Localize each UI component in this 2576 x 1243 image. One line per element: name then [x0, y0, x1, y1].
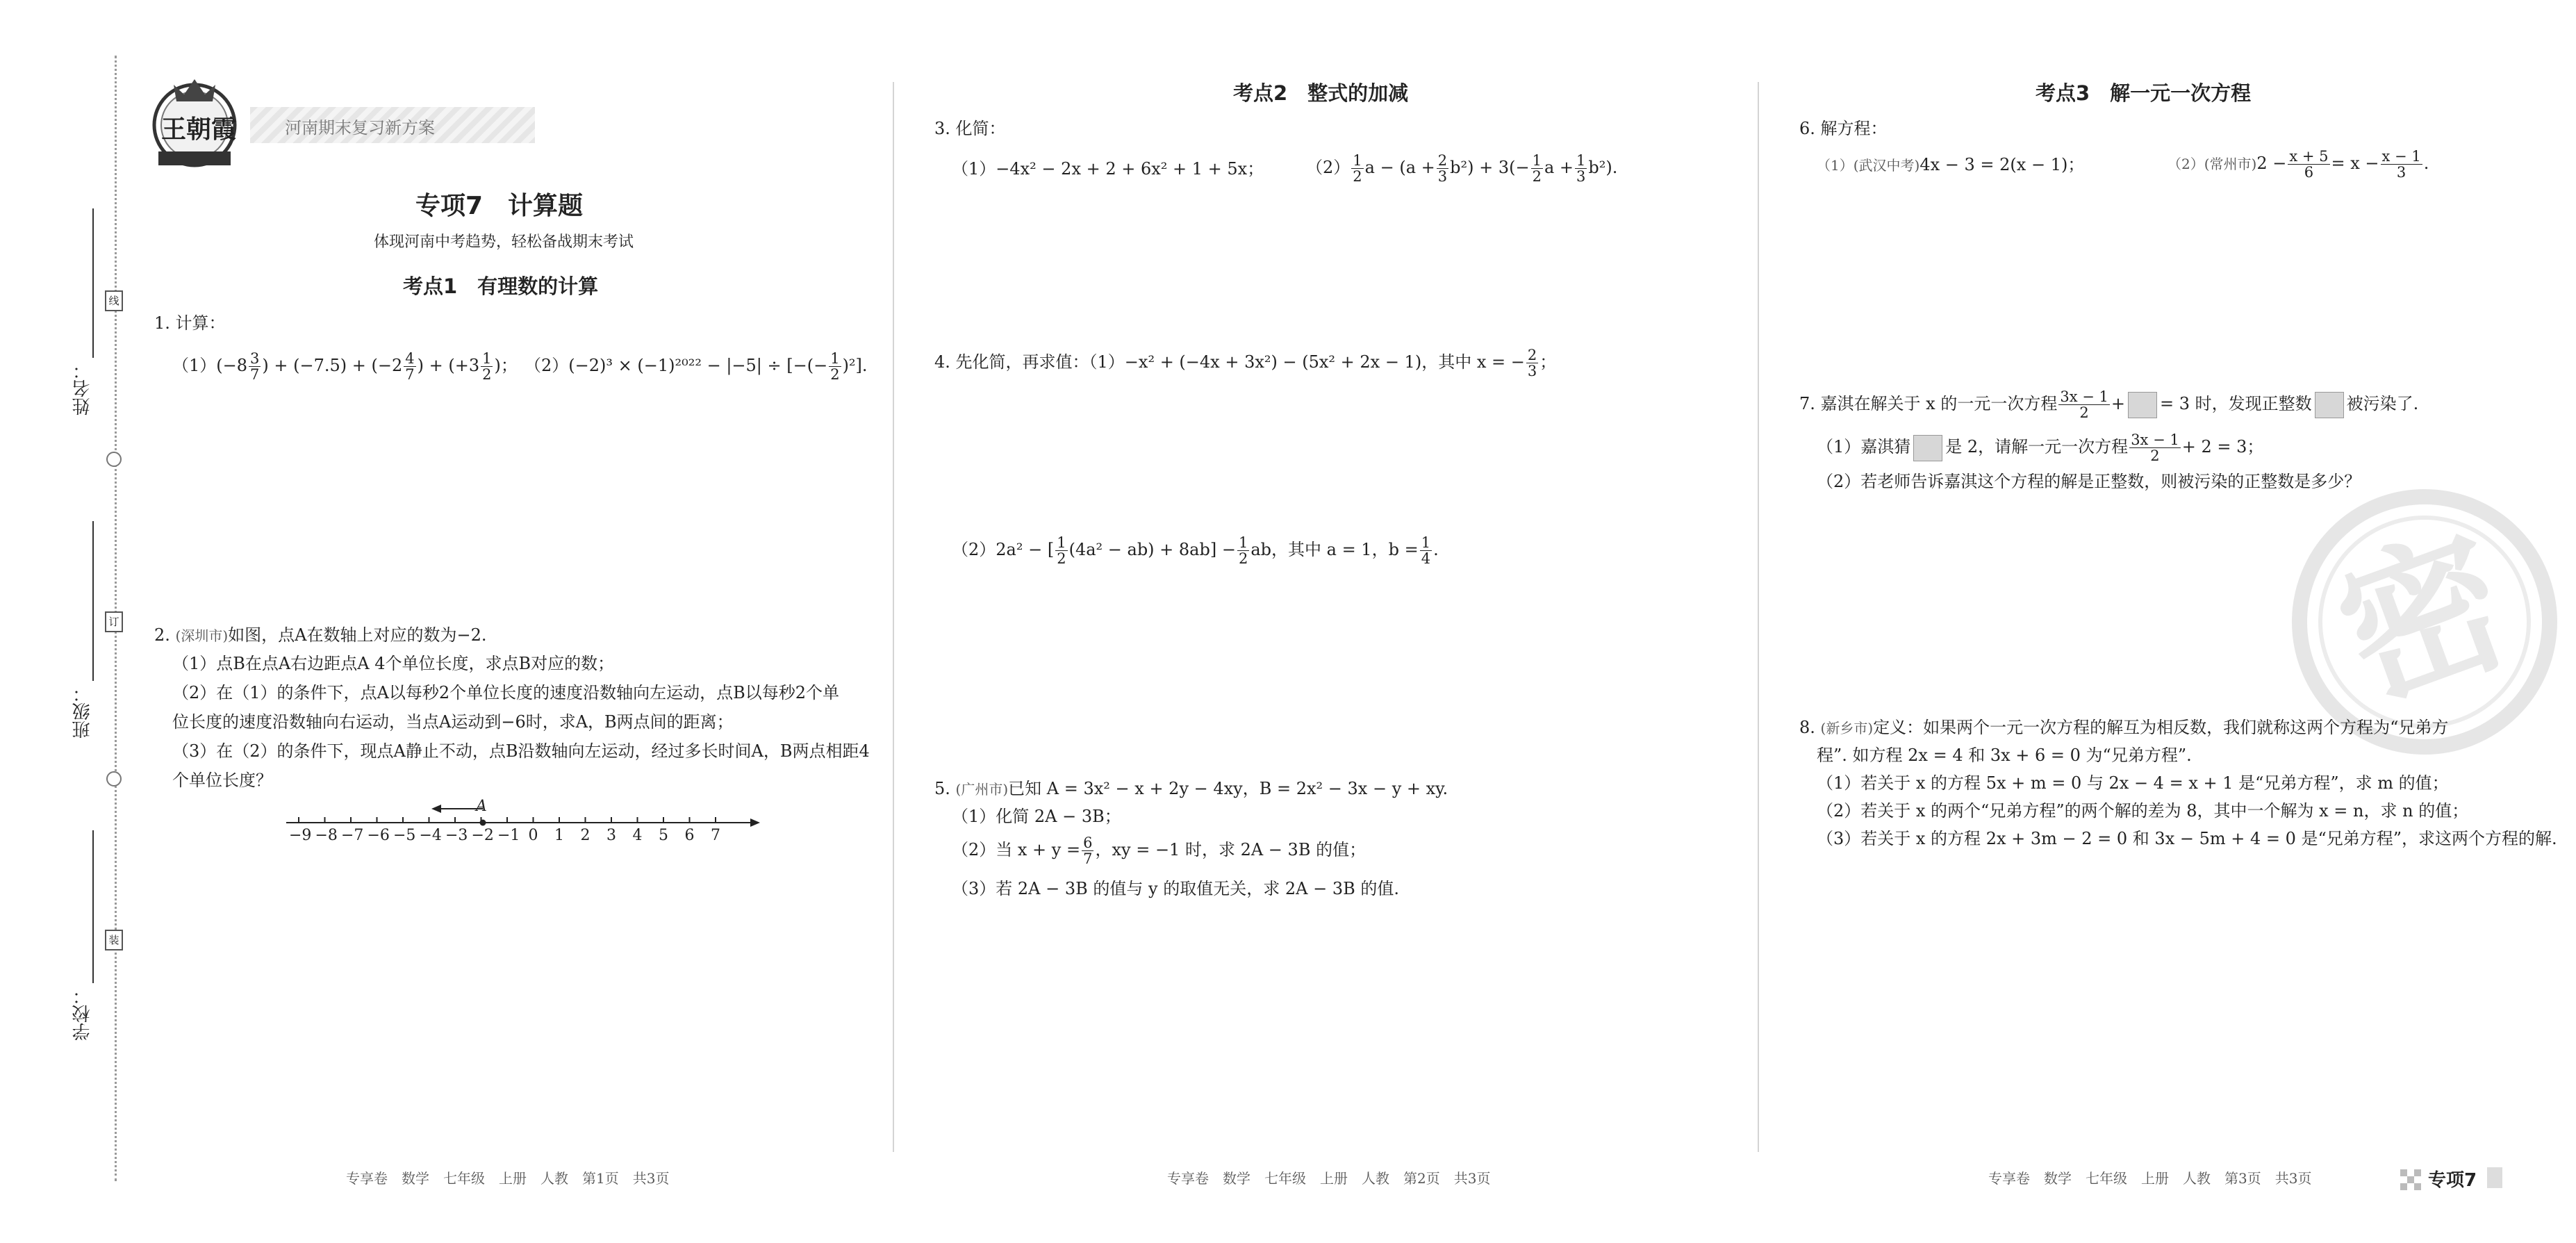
- q4-stem: 4. 先化简，再求值：（1）−x² + (−4x + 3x²) − (5x² + 2x − 1)，其中 x = − $\frac{2}{3}$ ；: [934, 347, 1557, 379]
- q2-line1: （1）点B在点A右边距点A 4个单位长度，求点B对应的数；: [172, 654, 615, 673]
- q7-line1: （1）嘉淇猜 是 2，请解一元一次方程 $\frac{3x - 1}{2}$ + 2 = 3；: [1817, 431, 2264, 464]
- q2-line3: 位长度的速度沿数轴向右运动，当点A运动到−6时，求A，B两点间的距离；: [172, 712, 734, 732]
- number-line-tick-label: 5: [659, 827, 668, 844]
- footer-tab-block: [2487, 1167, 2502, 1188]
- number-line-tick-label: 2: [580, 827, 591, 844]
- q8-line3: （3）若关于 x 的方程 2x + 3m − 2 = 0 和 3x − 5m + 4 = 0 是“兄弟方程”，求这两个方程的解.: [1817, 829, 2557, 848]
- column-divider: [1758, 82, 1759, 1152]
- svg-text:密: 密: [2317, 504, 2531, 734]
- page-subtitle: 体现河南中考趋势，轻松备战期末考试: [374, 233, 634, 251]
- smudged-number-box: [2315, 392, 2344, 418]
- q8-line0: 程”. 如方程 2x = 4 和 3x + 6 = 0 为“兄弟方程”.: [1817, 746, 2192, 765]
- q3-part2: （2） $\frac{1}{2}$ a − (a + $\frac{2}{3}$ b²) + 3(− $\frac{1}{2}$ a + $\frac{1}{3}$ b²).: [1306, 152, 1618, 185]
- logo-text: 王朝霞: [161, 115, 237, 144]
- number-line-tick-label: 6: [684, 827, 695, 844]
- binding-hole-icon: [106, 452, 122, 467]
- section-heading-2: 考点2 整式的加减: [1233, 81, 1409, 105]
- section-heading-3: 考点3 解一元一次方程: [2036, 81, 2252, 105]
- column-divider: [893, 82, 894, 1152]
- q2-stem: 2. (深圳市)如图，点A在数轴上对应的数为−2.: [154, 625, 487, 645]
- name-line: [92, 208, 94, 358]
- q1-stem: 1. 计算：: [154, 313, 226, 333]
- footer-tab: 专项7: [2428, 1170, 2477, 1191]
- q3-stem: 3. 化简：: [934, 119, 1006, 138]
- number-line-tick-label: −3: [445, 827, 468, 844]
- number-line-tick-label: −4: [419, 827, 442, 844]
- binding-mark-top: 线: [105, 290, 123, 311]
- binding-mark-mid: 订: [105, 611, 123, 632]
- q2-line2: （2）在（1）的条件下，点A以每秒2个单位长度的速度沿数轴向左运动，点B以每秒2个单: [172, 683, 840, 702]
- q8-line1: （1）若关于 x 的方程 5x + m = 0 与 2x − 4 = x + 1 是“兄弟方程”，求 m 的值；: [1817, 773, 2449, 793]
- number-line-tick-label: −6: [367, 827, 390, 844]
- footer-page-3: 专享卷 数学 七年级 上册 人教 第3页 共3页: [1988, 1170, 2312, 1187]
- number-line-tick-label: 0: [528, 827, 538, 844]
- number-line-point-label: A: [476, 798, 487, 815]
- number-line-tick-label: −7: [341, 827, 364, 844]
- banner-text: 河南期末复习新方案: [285, 118, 435, 138]
- q6-part1: （1）(武汉中考)4x − 3 = 2(x − 1)；: [1817, 155, 2085, 174]
- number-line-tick-label: −8: [315, 827, 338, 844]
- school-label: 学校：: [72, 987, 93, 1041]
- q5-line2: （2）当 x + y = $\frac{6}{7}$ ，xy = −1 时，求 2A − 3B 的值；: [952, 834, 1367, 867]
- q8-line2: （2）若关于 x 的两个“兄弟方程”的两个解的差为 8，其中一个解为 x = n，求 n 的值；: [1817, 801, 2469, 821]
- number-line-tick-label: 3: [606, 827, 616, 844]
- number-line-figure: [278, 792, 764, 855]
- checker-corner-icon: [2400, 1169, 2421, 1190]
- q5-stem: 5. (广州市)已知 A = 3x² − x + 2y − 4xy，B = 2x² − 3x − y + xy.: [934, 779, 1448, 798]
- q5-line3: （3）若 2A − 3B 的值与 y 的取值无关，求 2A − 3B 的值.: [952, 879, 1399, 898]
- q8-stem: 8. (新乡市)定义：如果两个一元一次方程的解互为相反数，我们就称这两个方程为“兄弟方: [1799, 718, 2449, 737]
- q4-part2: （2）2a² − [ $\frac{1}{2}$ (4a² − ab) + 8ab] − $\frac{1}{2}$ ab，其中 a = 1，b = $\frac{1}{4}$ .: [952, 534, 1439, 567]
- number-line-tick-label: 7: [711, 827, 720, 844]
- number-line-tick-label: −1: [497, 827, 520, 844]
- number-line-tick-label: 4: [632, 827, 643, 844]
- name-label: 姓名：: [72, 361, 93, 415]
- number-line-tick-label: −9: [289, 827, 312, 844]
- binding-hole-icon: [106, 771, 122, 787]
- q2-line4: （3）在（2）的条件下，现点A静止不动，点B沿数轴向左运动，经过多长时间A，B两点相距4: [172, 741, 870, 761]
- q5-line1: （1）化简 2A − 3B；: [952, 807, 1121, 826]
- footer-page-2: 专享卷 数学 七年级 上册 人教 第2页 共3页: [1167, 1170, 1491, 1187]
- q6-part2: （2）(常州市)2 − $\frac{x + 5}{6}$ = x − $\frac{x - 1}{3}$ .: [2168, 148, 2429, 181]
- class-line: [92, 521, 94, 681]
- number-line-tick-label: −5: [393, 827, 416, 844]
- number-line-tick-label: 1: [554, 827, 564, 844]
- number-line-tick-label: −2: [471, 827, 494, 844]
- footer-page-1: 专享卷 数学 七年级 上册 人教 第1页 共3页: [346, 1170, 670, 1187]
- q7-line2: （2）若老师告诉嘉淇这个方程的解是正整数，则被污染的正整数是多少？: [1817, 472, 2361, 491]
- smudged-number-box: [1913, 435, 1942, 461]
- q6-stem: 6. 解方程：: [1799, 119, 1888, 138]
- header-banner: [250, 107, 535, 143]
- q1-part2: （2）(−2)³ × (−1)²⁰²² − |−5| ÷ [−(− $\frac{1}{2}$ )²].: [525, 350, 868, 383]
- page-title: 专项7 计算题: [415, 192, 584, 220]
- smudged-number-box: [2128, 392, 2157, 418]
- q3-part1: （1）−4x² − 2x + 2 + 6x² + 1 + 5x；: [952, 159, 1264, 179]
- binding-mark-bottom: 装: [105, 930, 123, 950]
- q7-stem: 7. 嘉淇在解关于 x 的一元一次方程 $\frac{3x - 1}{2}$ + = 3 时，发现正整数 被污染了.: [1799, 388, 2419, 421]
- section-heading-1: 考点1 有理数的计算: [403, 274, 599, 298]
- q1-part1: （1）(−8 $\frac{3}{7}$ ) + (−7.5) + (−2 $\frac{4}{7}$ ) + (+3 $\frac{1}{2}$ )；: [172, 350, 518, 383]
- school-line: [92, 830, 94, 983]
- class-label: 班级：: [72, 684, 93, 739]
- q2-line5: 个单位长度？: [172, 771, 272, 790]
